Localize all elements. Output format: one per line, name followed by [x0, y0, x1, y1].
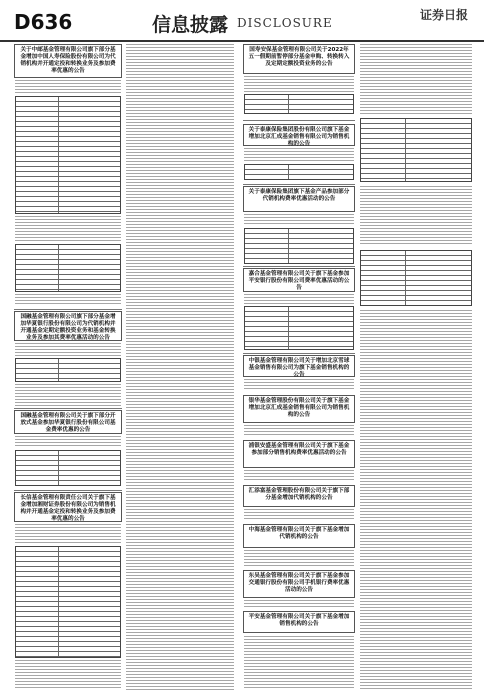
data-table — [244, 228, 354, 264]
body-text — [126, 44, 234, 690]
divider — [14, 309, 122, 310]
notice-b6-title-box — [243, 395, 355, 423]
body-text — [244, 636, 354, 690]
notice-title: 关于泰康保险集团股份有限公司旗下基金增加北京汇成基金销售有限公司为销售机构的公告 — [248, 127, 350, 147]
notice-title: 浦银安盛基金管理有限公司关于旗下基金参加部分销售机构费率优惠活动的公告 — [248, 443, 350, 456]
notice-b7-title-box — [243, 440, 355, 468]
body-text — [244, 76, 354, 92]
body-text — [244, 425, 354, 437]
notice-b10-title-box — [243, 570, 355, 598]
body-text — [360, 310, 472, 690]
body-text — [15, 436, 121, 448]
body-text — [244, 148, 354, 162]
data-table — [15, 244, 121, 292]
notice-title: 中海基金管理有限公司关于旗下基金增加代销机构的公告 — [248, 527, 350, 540]
notice-title: 关于中邮基金管理有限公司旗下部分基金增加中国人寿保险股份有限公司为代销机构并开通定投和转换业务及参加费率优惠的公告 — [20, 47, 116, 74]
divider — [243, 266, 355, 267]
divider — [243, 120, 355, 121]
notice-a1-title-box — [14, 44, 122, 78]
divider — [243, 353, 355, 354]
notice-title: 中银基金管理有限公司关于增加北京雪球基金销售有限公司为旗下基金销售机构的公告 — [248, 358, 350, 378]
section-title-en: DISCLOSURE — [237, 16, 333, 30]
notice-title: 长信基金管理有限责任公司关于旗下基金增加湘财证券股份有限公司为销售机构并开通基金定投和转换业务及参加费率优惠的公告 — [20, 495, 116, 522]
body-text — [360, 186, 472, 246]
body-text — [244, 470, 354, 482]
body-text — [15, 216, 121, 242]
notice-title: 国寿安保基金管理有限公司关于2022年五一假期前暂停部分基金申购、转换转入及定期定额投资业务的公告 — [248, 47, 350, 67]
page-header — [0, 0, 484, 42]
data-table — [15, 358, 121, 382]
body-text — [15, 384, 121, 406]
notice-title: 国融基金管理有限公司旗下部分基金增加华夏银行股份有限公司为代销机构并开通基金定期定额投资业务和基金转换业务及参加其费率优惠活动的公告 — [20, 314, 116, 341]
data-table — [244, 94, 354, 114]
notice-b9-title-box — [243, 524, 355, 548]
body-text — [15, 660, 121, 690]
data-table — [15, 546, 121, 658]
data-table — [15, 450, 121, 486]
notice-title: 国融基金管理有限公司关于旗下部分开放式基金参加华夏银行股份有限公司基金费率优惠的公告 — [20, 413, 116, 433]
body-text — [15, 294, 121, 306]
divider — [14, 490, 122, 491]
notice-a4-title-box — [14, 492, 122, 522]
notice-title: 银华基金管理股份有限公司关于旗下基金增加北京汇成基金销售有限公司为销售机构的公告 — [248, 398, 350, 418]
divider — [243, 184, 355, 185]
notice-b1-title-box — [243, 44, 355, 74]
body-text — [244, 600, 354, 608]
notice-b4-title-box — [243, 268, 355, 292]
data-table — [244, 164, 354, 180]
divider — [14, 408, 122, 409]
data-table — [360, 250, 472, 306]
notice-title: 平安基金管理有限公司关于旗下基金增加销售机构的公告 — [248, 614, 350, 627]
body-text — [15, 80, 121, 94]
newspaper-logo: 证券日报 — [420, 8, 469, 22]
notice-title: 关于泰康保险集团旗下基金产品参加部分代销机构费率优惠活动的公告 — [248, 189, 350, 202]
body-text — [244, 294, 354, 304]
data-table — [244, 306, 354, 350]
body-text — [15, 524, 121, 544]
notice-title: 嘉合基金管理有限公司关于旗下基金参加平安银行股份有限公司费率优惠活动的公告 — [248, 271, 350, 291]
notice-b5-title-box — [243, 355, 355, 377]
notice-title: 汇添富基金管理股份有限公司关于旗下部分基金增加代销机构的公告 — [248, 488, 350, 501]
notice-b11-title-box — [243, 611, 355, 633]
notice-b2-title-box — [243, 124, 355, 146]
page-number: D636 — [14, 10, 73, 34]
notice-a2-title-box — [14, 311, 122, 341]
body-text — [360, 44, 472, 116]
notice-title: 东吴基金管理有限公司关于旗下基金参加交通银行股份有限公司手机银行费率优惠活动的公告 — [248, 573, 350, 593]
notice-b8-title-box — [243, 485, 355, 507]
body-text — [244, 379, 354, 391]
body-text — [244, 214, 354, 226]
section-title: 信息披露 — [152, 14, 229, 36]
body-text — [244, 509, 354, 521]
notice-b3-title-box — [243, 186, 355, 212]
notice-a3-title-box — [14, 410, 122, 434]
data-table — [15, 96, 121, 214]
data-table — [360, 118, 472, 182]
body-text — [15, 343, 121, 357]
body-text — [244, 550, 354, 566]
